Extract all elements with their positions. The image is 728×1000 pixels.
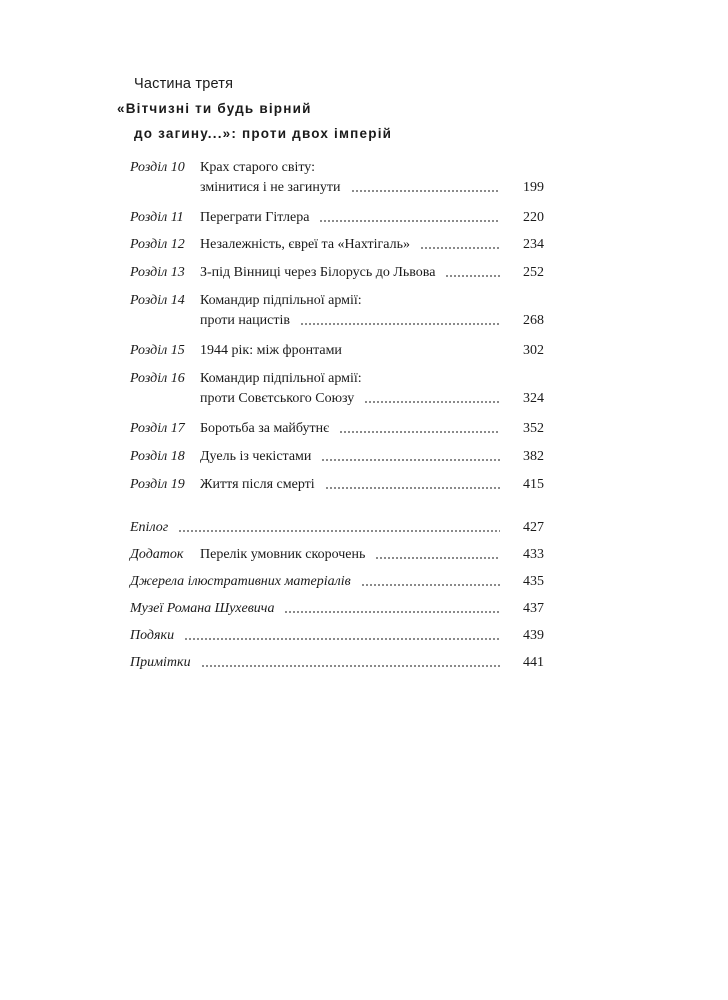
toc-entry-title: змінитися і не загинути <box>200 180 341 195</box>
toc-entry-page: 324 <box>523 391 544 406</box>
toc-entry-label: Розділ 19 <box>130 477 185 492</box>
dot-leader <box>201 665 500 667</box>
toc-entry-page: 220 <box>523 210 544 225</box>
part-title-line-1: «Вітчизні ти будь вірний <box>117 101 312 116</box>
dot-leader <box>445 275 500 277</box>
toc-entry-chapter-12[interactable] <box>130 235 544 255</box>
toc-entry-title: Крах старого світу: <box>200 160 316 175</box>
table-of-contents <box>130 158 544 673</box>
toc-entry-title: Дуель із чекістами <box>200 449 312 464</box>
toc-entry-page: 268 <box>523 313 544 328</box>
part-label: Частина третя <box>134 76 234 92</box>
toc-entry-chapter-15[interactable] <box>130 341 544 361</box>
toc-entry-page: 415 <box>523 477 544 492</box>
toc-entry-label: Примітки <box>130 655 191 670</box>
toc-entry-title: Переграти Гітлера <box>200 210 310 225</box>
toc-entry-label: Джерела ілюстративних матеріалів <box>130 574 351 589</box>
toc-entry-acknowledgements[interactable] <box>130 626 544 646</box>
toc-entry-label: Розділ 15 <box>130 343 185 358</box>
toc-entry-title: Боротьба за майбутнє <box>200 421 330 436</box>
toc-entry-museums[interactable] <box>130 599 544 619</box>
toc-entry-label: Музеї Романа Шухевича <box>130 601 275 616</box>
toc-entry-title: Командир підпільної армії: <box>200 293 362 308</box>
toc-entry-label: Розділ 17 <box>130 421 185 436</box>
dot-leader <box>319 220 500 222</box>
toc-entry-title: Командир підпільної армії: <box>200 371 362 386</box>
toc-entry-label: Додаток <box>130 547 184 562</box>
toc-entry-page: 439 <box>523 628 544 643</box>
toc-entry-chapter-13[interactable] <box>130 263 544 283</box>
toc-entry-label: Розділ 16 <box>130 371 185 386</box>
dot-leader <box>351 190 500 192</box>
toc-entry-page: 352 <box>523 421 544 436</box>
toc-entry-epilogue[interactable] <box>130 518 544 538</box>
toc-entry-label: Епілог <box>130 520 169 535</box>
toc-entry-chapter-10[interactable] <box>130 158 544 198</box>
toc-entry-page: 437 <box>523 601 544 616</box>
toc-entry-title: проти Совєтського Союзу <box>200 391 355 406</box>
part-title-line-2: до загину...»: проти двох імперій <box>134 126 393 141</box>
toc-entry-chapter-11[interactable] <box>130 208 544 228</box>
toc-entry-chapter-19[interactable] <box>130 475 544 495</box>
toc-entry-page: 302 <box>523 343 544 358</box>
toc-entry-notes[interactable] <box>130 653 544 673</box>
toc-entry-page: 441 <box>523 655 544 670</box>
toc-entry-chapter-16[interactable] <box>130 369 544 409</box>
toc-entry-appendix[interactable] <box>130 545 544 565</box>
toc-entry-illustration-sources[interactable] <box>130 572 544 592</box>
dot-leader <box>300 323 500 325</box>
toc-entry-label: Розділ 13 <box>130 265 185 280</box>
part-title <box>117 96 547 146</box>
toc-entry-chapter-14[interactable] <box>130 291 544 331</box>
dot-leader <box>321 459 500 461</box>
dot-leader <box>364 401 500 403</box>
toc-entry-title: 1944 рік: між фронтами <box>200 343 342 358</box>
toc-entry-title: З-під Вінниці через Білорусь до Львова <box>200 265 436 280</box>
dot-leader <box>361 584 500 586</box>
toc-entry-page: 382 <box>523 449 544 464</box>
dot-leader <box>420 247 500 249</box>
toc-entry-page: 199 <box>523 180 544 195</box>
toc-entry-page: 435 <box>523 574 544 589</box>
toc-entry-label: Розділ 18 <box>130 449 185 464</box>
toc-entry-title: Незалежність, євреї та «Нахтігаль» <box>200 237 410 252</box>
toc-entry-title: проти нацистів <box>200 313 290 328</box>
toc-entry-chapter-18[interactable] <box>130 447 544 467</box>
dot-leader <box>325 487 500 489</box>
dot-leader <box>178 530 500 532</box>
toc-entry-page: 234 <box>523 237 544 252</box>
dot-leader <box>375 557 500 559</box>
toc-entry-label: Розділ 11 <box>130 210 184 225</box>
dot-leader <box>339 431 500 433</box>
toc-entry-title: Перелік умовник скорочень <box>200 547 366 562</box>
toc-entry-page: 252 <box>523 265 544 280</box>
toc-entry-chapter-17[interactable] <box>130 419 544 439</box>
dot-leader <box>184 638 500 640</box>
toc-entry-label: Розділ 12 <box>130 237 185 252</box>
toc-entry-title: Життя після смерті <box>200 477 315 492</box>
toc-entry-label: Розділ 14 <box>130 293 185 308</box>
toc-entry-label: Розділ 10 <box>130 160 185 175</box>
toc-entry-label: Подяки <box>130 628 175 643</box>
dot-leader <box>284 611 500 613</box>
toc-entry-page: 433 <box>523 547 544 562</box>
toc-entry-page: 427 <box>523 520 544 535</box>
